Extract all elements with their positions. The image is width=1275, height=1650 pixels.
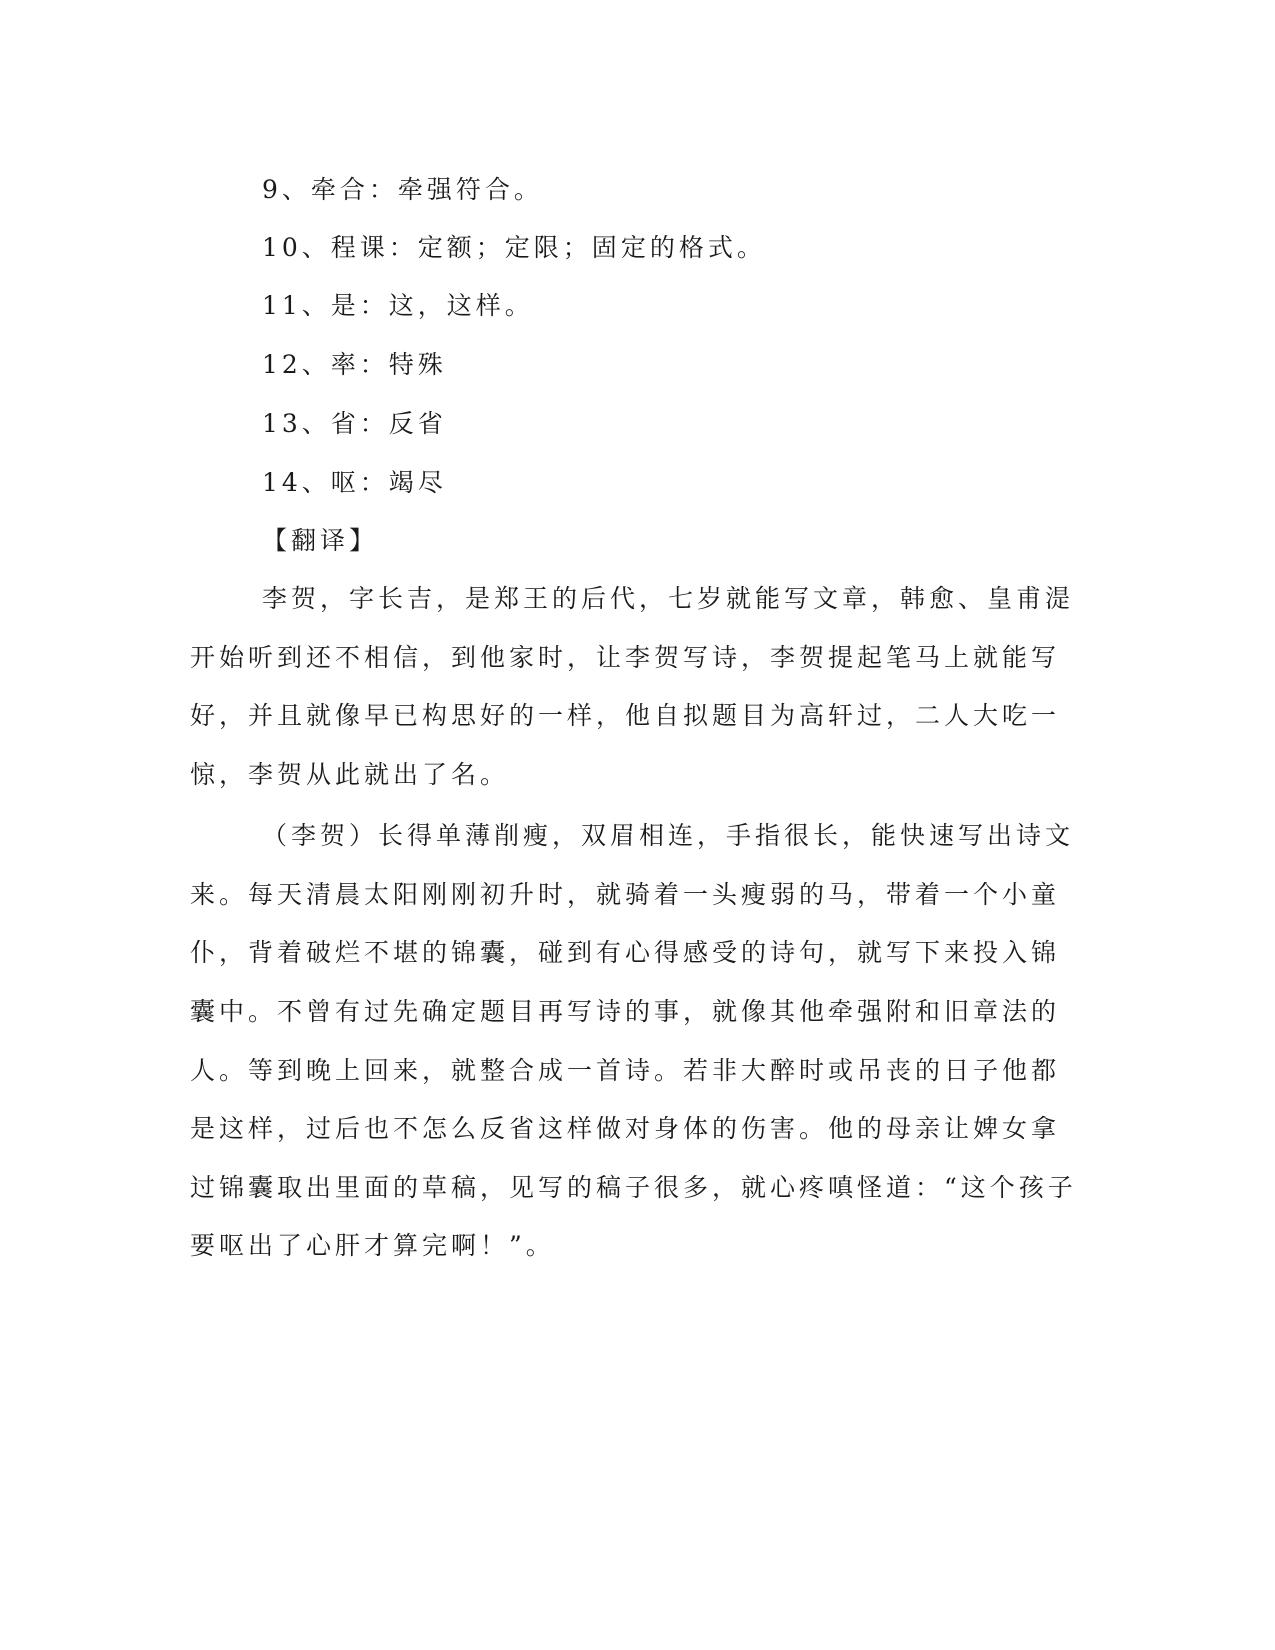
paragraph-line: （李贺）长得单薄削瘦，双眉相连，手指很长，能快速写出诗文 — [262, 821, 1075, 850]
paragraph-line: 是这样，过后也不怎么反省这样做对身体的伤害。他的母亲让婢女拿 — [190, 1114, 1061, 1143]
paragraph-line: 人。等到晚上回来，就整合成一首诗。若非大醉时或吊丧的日子他都 — [190, 1056, 1061, 1085]
paragraph-line: 开始听到还不相信，到他家时，让李贺写诗，李贺提起笔马上就能写 — [190, 643, 1061, 672]
paragraph-line: 来。每天清晨太阳刚刚初升时，就骑着一头瘦弱的马，带着一个小童 — [190, 880, 1061, 909]
translation-heading: 【翻译】 — [262, 526, 379, 555]
paragraph-line: 好，并且就像早已构思好的一样，他自拟题目为高轩过，二人大吃一 — [190, 701, 1061, 730]
note-item: 11、是：这，这样。 — [262, 291, 534, 320]
paragraph-line: 囊中。不曾有过先确定题目再写诗的事，就像其他牵强附和旧章法的 — [190, 997, 1061, 1026]
paragraph-line: 仆，背着破烂不堪的锦囊，碰到有心得感受的诗句，就写下来投入锦 — [190, 938, 1061, 967]
note-item: 9、牵合：牵强符合。 — [262, 175, 543, 204]
note-item: 12、率：特殊 — [262, 350, 447, 379]
paragraph-line: 李贺，字长吉，是郑王的后代，七岁就能写文章，韩愈、皇甫湜 — [262, 584, 1075, 613]
note-item: 14、呕：竭尽 — [262, 468, 447, 497]
note-item: 13、省：反省 — [262, 409, 447, 438]
paragraph-line: 惊，李贺从此就出了名。 — [190, 760, 510, 789]
note-item: 10、程课：定额；定限；固定的格式。 — [262, 233, 766, 262]
paragraph-line: 过锦囊取出里面的草稿，见写的稿子很多，就心疼嗔怪道：“这个孩子 — [190, 1173, 1077, 1202]
paragraph-line: 要呕出了心肝才算完啊！”。 — [190, 1231, 555, 1260]
